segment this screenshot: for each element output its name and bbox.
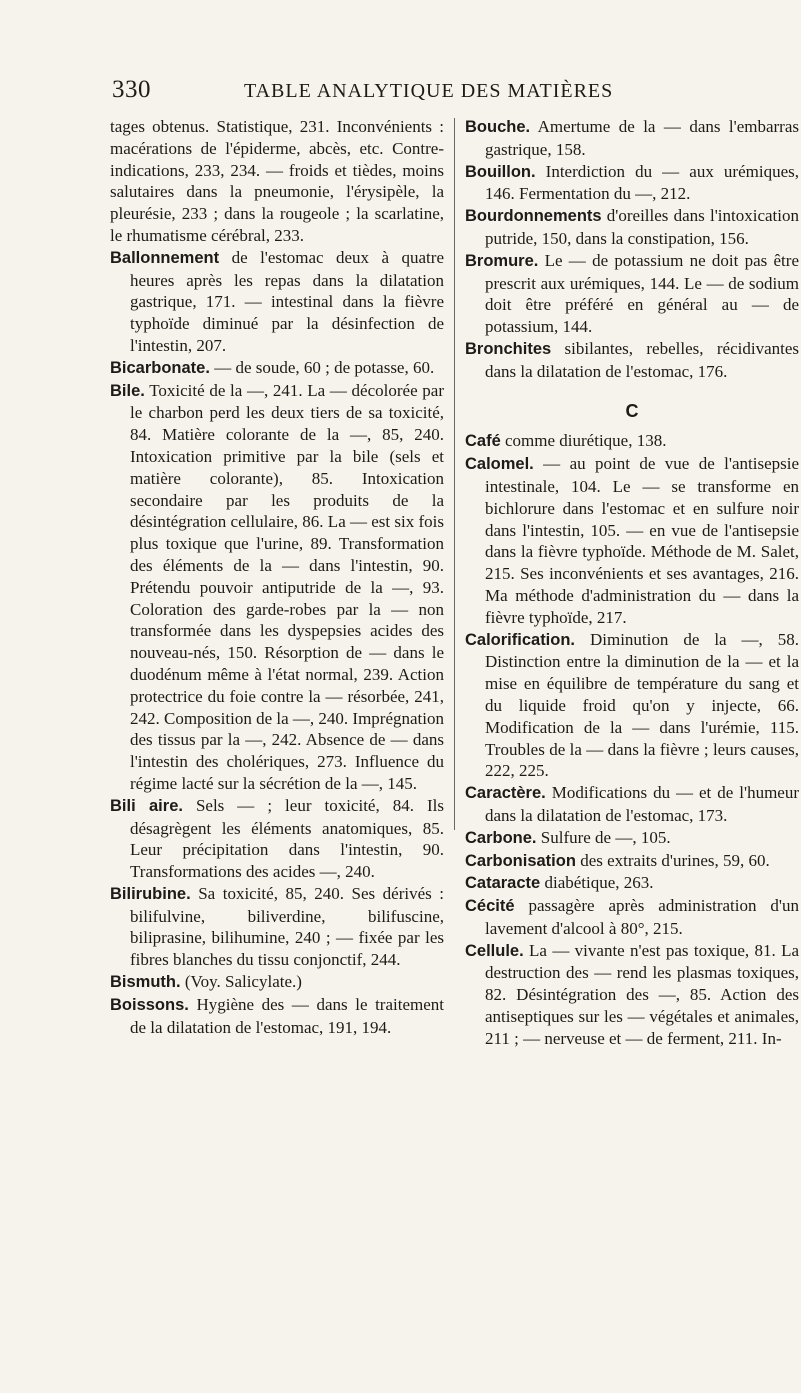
index-column-right <box>465 116 799 1050</box>
index-entry-boissons <box>110 994 444 1039</box>
entry-text: sibilantes, rebelles, récidivantes dans la dilatation de l'estomac, 176. <box>485 338 799 381</box>
entry-text: diabétique, 263. <box>540 873 654 893</box>
headword: Cellule. <box>465 941 524 960</box>
entry-text: comme diurétique, 138. <box>500 431 667 451</box>
column-divider <box>454 118 455 830</box>
index-entry-calomel <box>465 453 799 628</box>
entry-text: Interdiction du — aux urémiques, 146. Fermentation du —, 212. <box>485 161 799 204</box>
entry-text: — au point de vue de l'antisepsie intestinale, 104. Le — se transforme en bichlorure dans l'estomac et en sulfure noir dans l'intestin, 105. — en vue de l'antisepsie dans la fièvre typhoïde. Méthode de M. Salet, 215. Ses inconvénients et ses avantages, 216. Ma méthode d'administration du — dans la fièvre typhoïde, 217. <box>485 454 799 627</box>
index-entry-bourdonnements <box>465 205 799 250</box>
index-entry-cafe <box>465 430 799 453</box>
headword: Ballonnement <box>110 248 220 267</box>
headword: Bicarbonate. <box>110 358 210 377</box>
entry-text: Modifications du — et de l'humeur dans la dilatation de l'estomac, 173. <box>485 783 799 825</box>
index-entry-caractere <box>465 782 799 827</box>
headword: Calorification. <box>465 630 576 649</box>
index-column-left <box>110 116 444 1038</box>
index-entry-bronchites <box>465 338 799 383</box>
entry-text: Sulfure de —, 105. <box>536 827 671 847</box>
headword: Cécité <box>465 897 515 916</box>
index-entry-bromure <box>465 250 799 338</box>
entry-text: Hygiène des — dans le traitement de la dilatation de l'estomac, 191, 194. <box>130 994 444 1037</box>
headword: Bili aire. <box>110 796 183 815</box>
index-entry-carbonisation <box>465 850 799 873</box>
index-entry-bouillon <box>465 161 799 206</box>
index-entry-bismuth <box>110 971 444 994</box>
entry-text: — de soude, 60 ; de potasse, 60. <box>209 357 435 377</box>
index-entry-cataracte <box>465 872 799 895</box>
headword: Boissons. <box>110 995 189 1014</box>
entry-text: Toxicité de la —, 241. La — décolorée par le charbon perd les deux tiers de sa toxicité, 84. Matière colorante de la —, 85, 240. Intoxication primitive par la bile (sels et matière colorante), 85. Intoxication secondaire par les produits de la désintégration cellulaire, 86. La — est six fois plus toxique que l'urine, 89. Transformation des éléments de la — dans l'intestin, 90. Prétendu pouvoir antiputride de la —, 93. Coloration des garde-robes par la — non transformée dans les dyspepsies acides des nouveau-nés, 150. Résorption de — dans le duodénum même à l'état normal, 239. Action protectrice du foie contre la — résorbée, 241, 242. Composition de la —, 240. Imprégnation des tissus par la —, 242. Absence de — dans l'intestin des cholériques, 273. Influence du régime lacté sur la sécrétion de la —, 145. <box>130 380 444 793</box>
entry-text: des extraits d'urines, 59, 60. <box>575 850 770 870</box>
section-letter-c: C <box>625 400 639 421</box>
headword: Caractère. <box>465 784 546 803</box>
entry-text: Le — de potassium ne doit pas être prescrit aux urémiques, 144. Le — de sodium doit être préféré en général au — de potassium, 144. <box>485 250 799 337</box>
entry-text: La — vivante n'est pas toxique, 81. La destruction des — rend les plasmas toxiques, 82. Désintégration des —, 85. Action des antiseptiques sur les — végétales et animales, 211 ; — nerveuse et — de ferment, 211. In- <box>485 940 799 1048</box>
index-entry-bouche <box>465 116 799 161</box>
headword: Bismuth. <box>110 973 181 992</box>
index-entry-ballonnement <box>110 247 444 357</box>
index-entry-biliaire <box>110 795 444 883</box>
index-entry-bicarbonate <box>110 357 444 380</box>
entry-text: Amertume de la — dans l'embarras gastrique, 158. <box>485 117 799 159</box>
index-entry-cellule <box>465 940 799 1050</box>
index-entry-calorification <box>465 629 799 783</box>
index-entry-bile <box>110 380 444 795</box>
entry-text: d'oreilles dans l'intoxication putride, 150, dans la constipation, 156. <box>485 206 799 248</box>
page-number: 330 <box>112 76 151 103</box>
running-title: TABLE ANALYTIQUE DES MATIÈRES <box>244 80 614 102</box>
entry-text: (Voy. Salicylate.) <box>180 972 302 992</box>
headword: Calomel. <box>465 455 534 474</box>
entry-text: Diminution de la —, 58. Distinction entre la diminution de la — et la mise en équilibre de température du sang et du liquide froid qu'on y injecte, 66. Modification de la — dans l'urémie, 115. Troubles de la — dans la fièvre ; leurs causes, 222, 225. <box>485 629 799 781</box>
headword: Bronchites <box>465 339 552 358</box>
headword: Bouche. <box>465 118 531 136</box>
headword: Carbonisation <box>465 851 576 870</box>
headword: Bourdonnements <box>465 207 602 226</box>
index-entry-carbone <box>465 827 799 850</box>
headword: Café <box>465 432 501 451</box>
entry-text: Sels — ; leur toxicité, 84. Ils désagrègent les éléments anatomiques, 85. Leur précipitation dans l'intestin, 90. Transformations des acides —, 240. <box>130 795 444 882</box>
headword: Cataracte <box>465 874 541 893</box>
index-entry-bilirubine <box>110 883 444 971</box>
entry-continuation: tages obtenus. Statistique, 231. Inconvénients : macérations de l'épiderme, abcès, etc. Contre-indications, 233, 234. — froids et tièdes, moins salutaires dans la pneumonie, l'érysipèle, la pleurésie, 233 ; dans la rougeole ; la scarlatine, le rhumatisme cérébral, 233. <box>110 117 444 245</box>
index-entry-cecite <box>465 895 799 940</box>
headword: Bile. <box>110 381 145 400</box>
headword: Bouillon. <box>465 162 536 181</box>
headword: Bilirubine. <box>110 884 191 903</box>
entry-text: passagère après administration d'un lavement d'alcool à 80°, 215. <box>485 896 799 938</box>
headword: Carbone. <box>465 828 537 847</box>
entry-text: de l'estomac deux à quatre heures après les repas dans la dilatation gastrique, 171. — intestinal dans la fièvre typhoïde diminué par la désinfection de l'intestin, 207. <box>130 247 444 355</box>
entry-text: Sa toxicité, 85, 240. Ses dérivés : bilifulvine, biliverdine, bilifuscine, biliprasine, bilihumine, 240 ; — fixée par les fibres blanches du tissu conjonctif, 244. <box>130 883 444 970</box>
headword: Bromure. <box>465 251 539 270</box>
